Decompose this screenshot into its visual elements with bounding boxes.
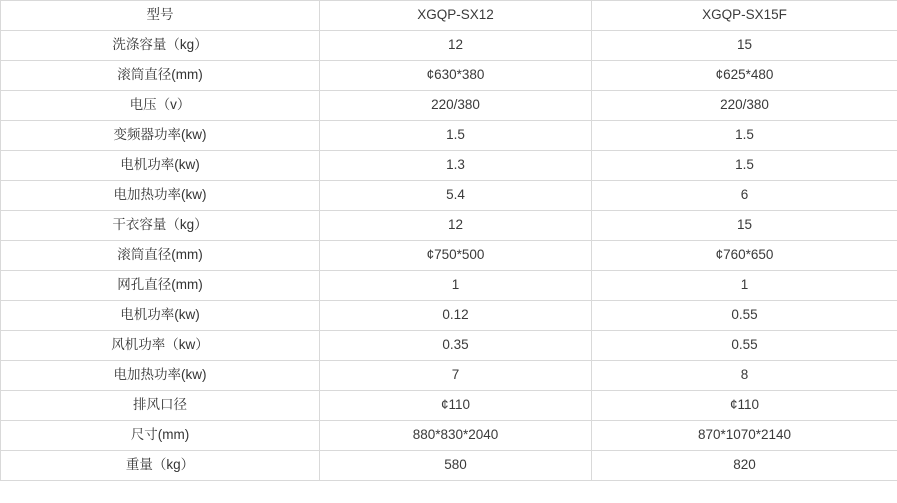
row-label: 电加热功率(kw) [1,361,320,391]
row-label: 型号 [1,1,320,31]
row-value-model2: XGQP-SX15F [592,1,897,31]
row-label: 电机功率(kw) [1,151,320,181]
row-label: 洗涤容量（kg） [1,31,320,61]
row-value-model1: 880*830*2040 [320,421,592,451]
row-value-model1: 7 [320,361,592,391]
table-row [1,391,897,421]
row-value-model1: 1.5 [320,121,592,151]
row-value-model2: ¢625*480 [592,61,897,91]
table-row [1,211,897,241]
row-label: 滚筒直径(mm) [1,241,320,271]
row-value-model1: 1.3 [320,151,592,181]
table-row [1,451,897,481]
row-label: 干衣容量（kg） [1,211,320,241]
row-value-model1: ¢750*500 [320,241,592,271]
row-value-model2: 220/380 [592,91,897,121]
row-value-model1: 1 [320,271,592,301]
row-value-model2: ¢760*650 [592,241,897,271]
table-row [1,31,897,61]
row-value-model2: 15 [592,211,897,241]
row-value-model1: 220/380 [320,91,592,121]
row-label: 变频器功率(kw) [1,121,320,151]
row-value-model2: ¢110 [592,391,897,421]
table-row [1,121,897,151]
row-label: 网孔直径(mm) [1,271,320,301]
row-value-model1: 0.35 [320,331,592,361]
row-value-model2: 6 [592,181,897,211]
table-row [1,91,897,121]
row-value-model2: 870*1070*2140 [592,421,897,451]
row-value-model1: 0.12 [320,301,592,331]
row-value-model2: 0.55 [592,331,897,361]
row-value-model1: 580 [320,451,592,481]
table-row [1,271,897,301]
row-value-model1: ¢110 [320,391,592,421]
table-row [1,421,897,451]
row-value-model2: 1.5 [592,121,897,151]
row-value-model1: 5.4 [320,181,592,211]
row-label: 电机功率(kw) [1,301,320,331]
row-value-model1: 12 [320,211,592,241]
table-row [1,241,897,271]
row-label: 重量（kg） [1,451,320,481]
row-value-model2: 820 [592,451,897,481]
row-label: 尺寸(mm) [1,421,320,451]
row-value-model2: 0.55 [592,301,897,331]
table-row [1,331,897,361]
row-label: 电压（v） [1,91,320,121]
table-row [1,61,897,91]
table-row [1,301,897,331]
row-value-model2: 8 [592,361,897,391]
row-value-model1: ¢630*380 [320,61,592,91]
row-value-model1: XGQP-SX12 [320,1,592,31]
table-row [1,151,897,181]
row-label: 电加热功率(kw) [1,181,320,211]
row-value-model2: 1 [592,271,897,301]
table-row [1,361,897,391]
table-row [1,181,897,211]
row-value-model2: 1.5 [592,151,897,181]
row-value-model1: 12 [320,31,592,61]
row-label: 滚筒直径(mm) [1,61,320,91]
table-body [1,1,897,481]
table-row [1,1,897,31]
row-label: 风机功率（kw） [1,331,320,361]
row-value-model2: 15 [592,31,897,61]
row-label: 排风口径 [1,391,320,421]
